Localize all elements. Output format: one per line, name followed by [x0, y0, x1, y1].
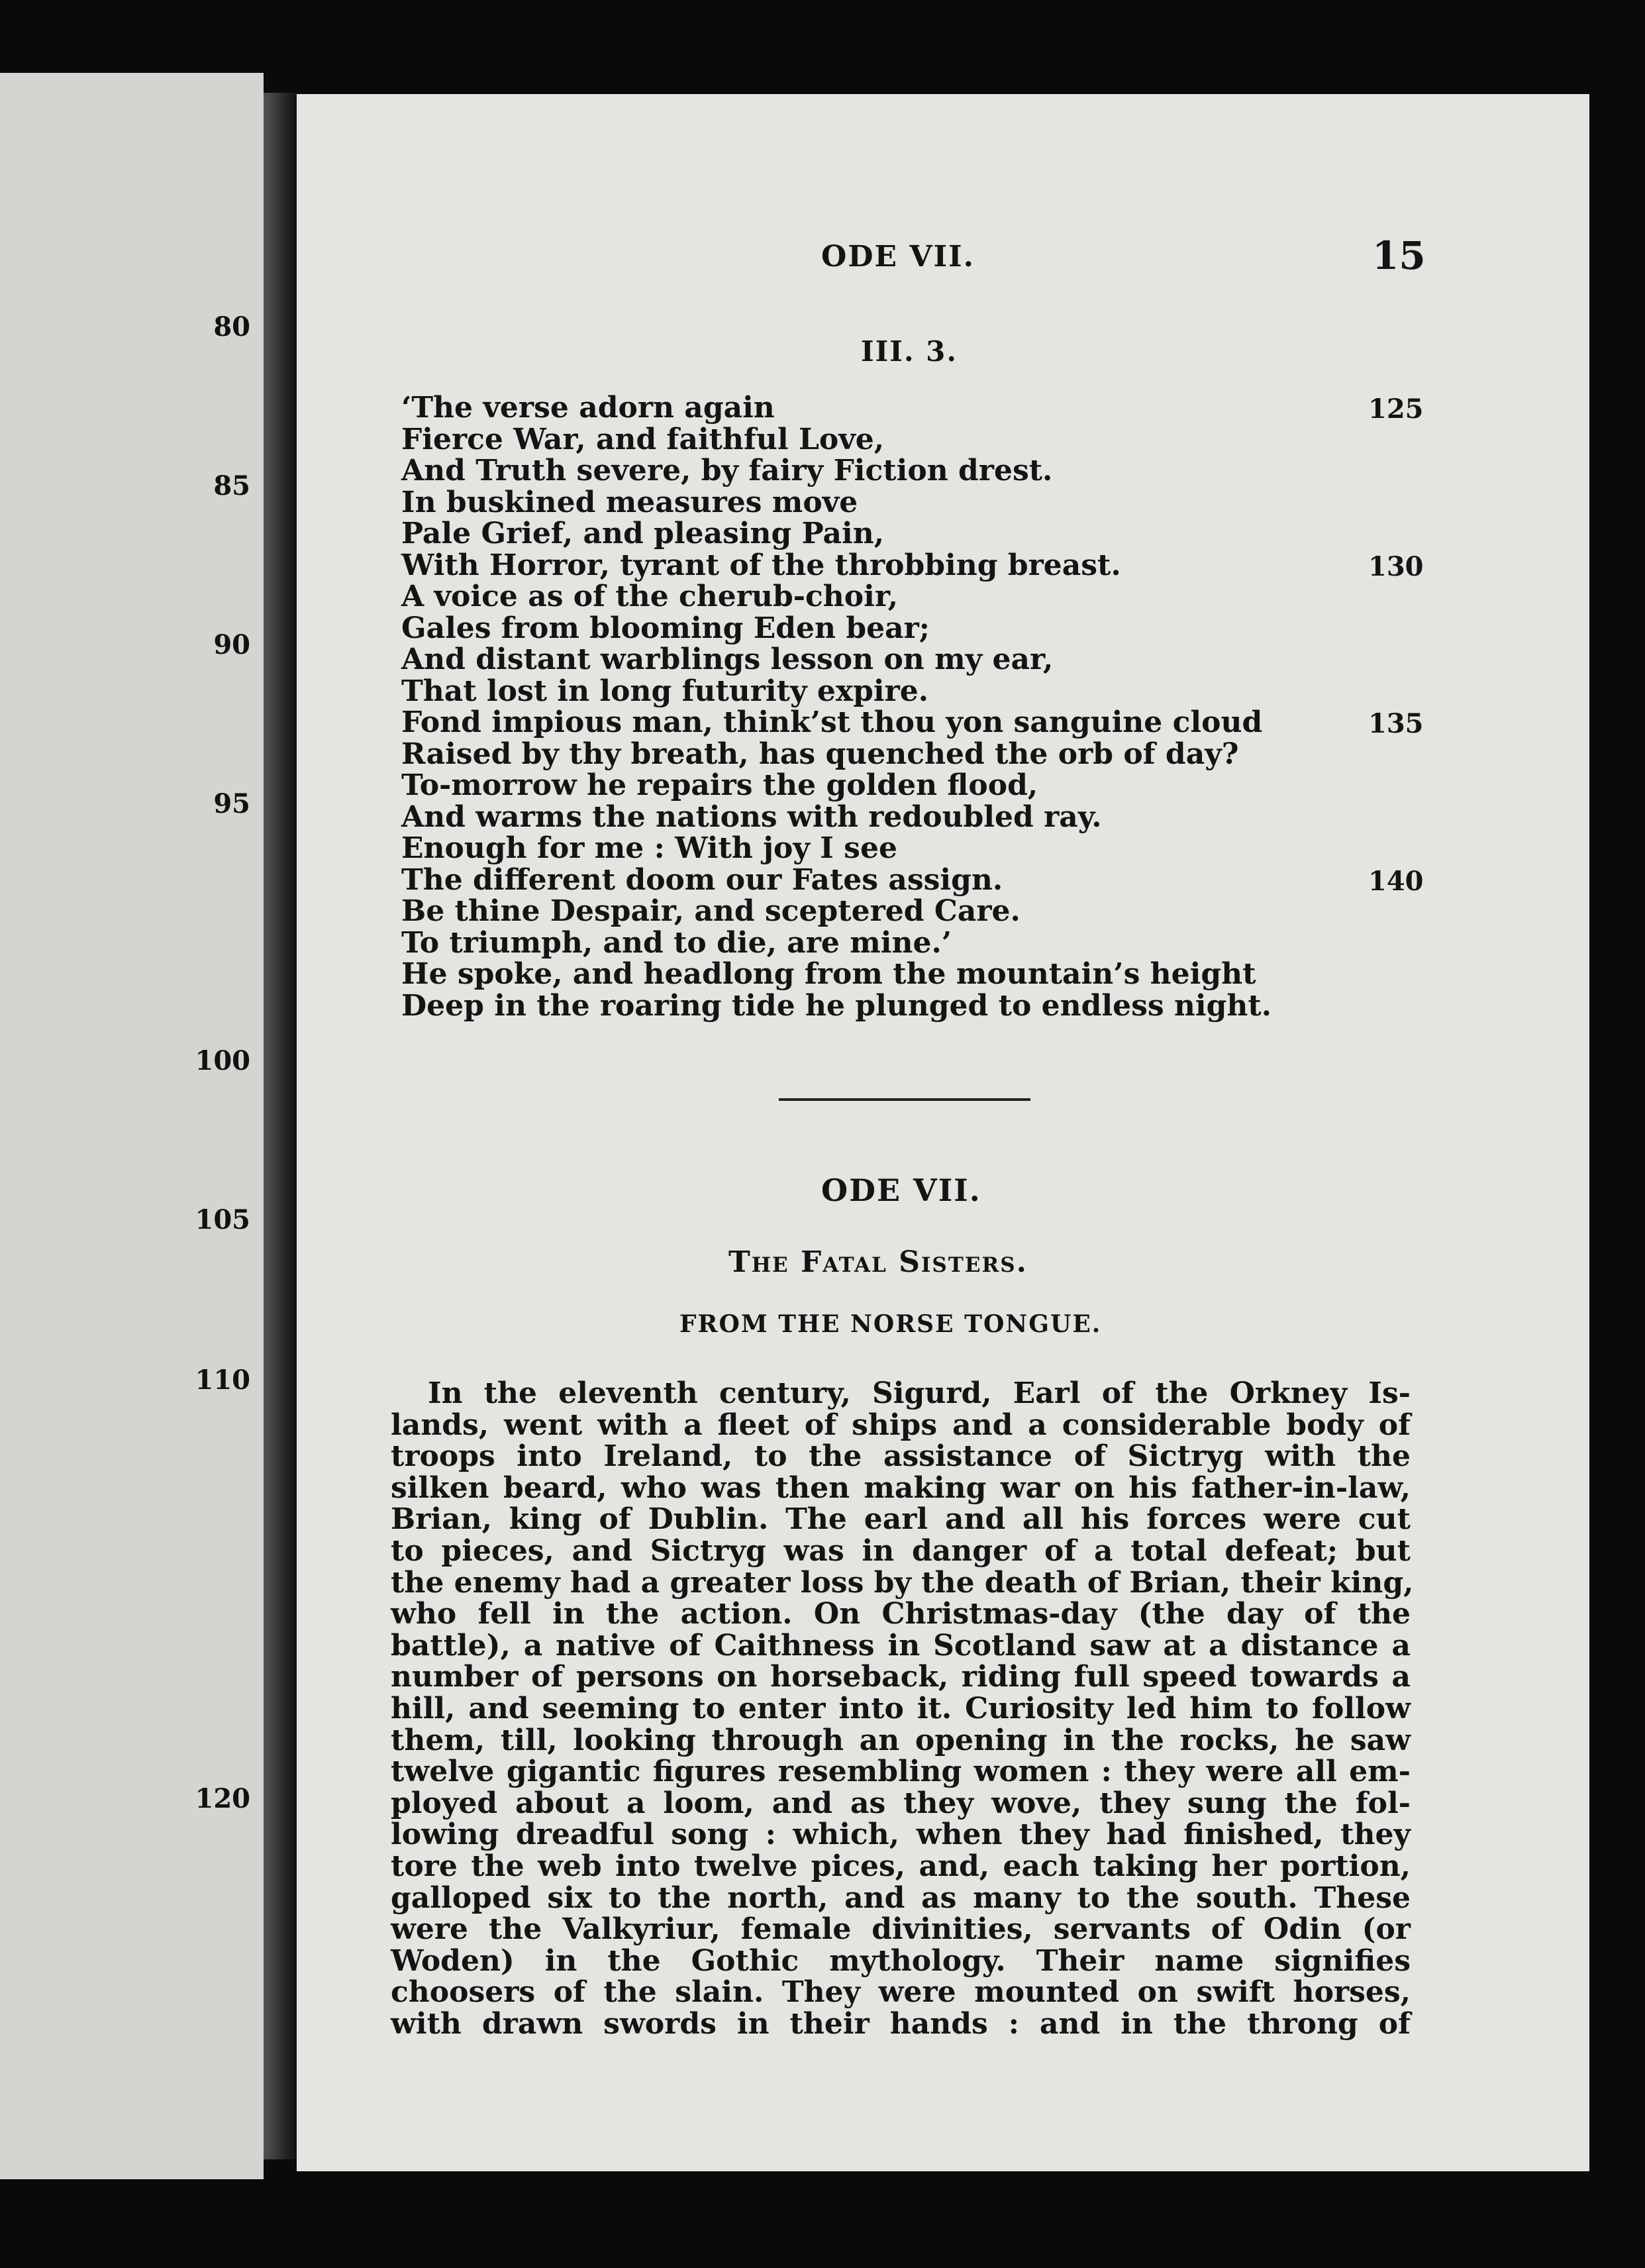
line-number: 135 [1368, 708, 1424, 739]
poem-line: Gales from blooming Eden bear; [401, 611, 930, 645]
poem-line: To triumph, and to die, are mine.’ [401, 925, 952, 960]
prose-line: ployed about a loom, and as they wove, they sung the fol- [391, 1786, 1411, 1820]
poem-line: ‘The verse adorn again [401, 391, 775, 425]
line-number: 80 [213, 311, 250, 342]
prose-line: lowing dreadful song : which, when they had finished, they [391, 1818, 1411, 1852]
prose-line: twelve gigantic figures resembling women : they were all em- [391, 1755, 1411, 1789]
stanza-heading: III. 3. [861, 335, 958, 368]
line-number: 125 [1368, 393, 1424, 425]
prose-line: hill, and seeming to enter into it. Curiosity led him to follow [391, 1691, 1411, 1726]
poem-line: And Truth severe, by fairy Fiction drest. [401, 454, 1053, 488]
poem-line: Raised by thy breath, has quenched the orb of day? [401, 737, 1239, 771]
line-number: 140 [1368, 866, 1424, 897]
poem-line: Fierce War, and faithful Love, [401, 422, 885, 456]
page-number: 15 [1372, 233, 1426, 278]
poem-line: To-morrow he repairs the golden flood, [401, 768, 1038, 802]
line-number: 95 [213, 788, 250, 819]
prose-line: troops into Ireland, to the assistance of Sictryg with the [391, 1439, 1411, 1474]
prose-line: Brian, king of Dublin. The earl and all his forces were cut [391, 1502, 1411, 1537]
line-number: 120 [195, 1783, 250, 1814]
section-divider [779, 1098, 1030, 1101]
prose-line: In the eleventh century, Sigurd, Earl of the Orkney Is- [428, 1376, 1411, 1410]
line-number: 130 [1368, 551, 1424, 582]
poem-stanza [401, 391, 1424, 1023]
prose-line: galloped six to the north, and as many to the south. These [391, 1881, 1411, 1915]
line-number: 105 [195, 1204, 250, 1235]
poem-line: That lost in long futurity expire. [401, 674, 929, 708]
prose-line: the enemy had a greater loss by the death of Brian, their king, [391, 1565, 1414, 1600]
line-number: 90 [213, 629, 250, 660]
poem-line: Fond impious man, think’st thou yon sanguine cloud [401, 705, 1263, 739]
poem-line: And distant warblings lesson on my ear, [401, 643, 1054, 676]
poem-line: In buskined measures move [401, 485, 858, 519]
prose-line: silken beard, who was then making war on his father-in-law, [391, 1470, 1411, 1505]
prose-line: with drawn swords in their hands : and in the throng of [391, 2006, 1411, 2041]
line-number: 110 [195, 1365, 250, 1396]
poem-line: And warms the nations with redoubled ray. [401, 799, 1102, 834]
poem-line: Pale Grief, and pleasing Pain, [401, 517, 885, 550]
ode-title: ODE VII. [821, 1172, 981, 1208]
prose-line: them, till, looking through an opening in the rocks, he saw [391, 1723, 1411, 1757]
book-gutter [264, 93, 297, 2159]
line-number: 85 [213, 470, 250, 501]
prose-line: choosers of the slain. They were mounted on swift horses, [391, 1975, 1411, 2010]
poem-line: Deep in the roaring tide he plunged to endless night. [401, 988, 1272, 1023]
poem-line: With Horror, tyrant of the throbbing breast. [401, 548, 1121, 582]
prose-line: number of persons on horseback, riding full speed towards a [391, 1660, 1411, 1694]
introductory-paragraph [391, 1376, 1414, 2041]
running-header: ODE VII. [821, 240, 975, 274]
ode-source-note: FROM THE NORSE TONGUE. [679, 1310, 1102, 1338]
line-number: 100 [195, 1045, 250, 1076]
poem-line: Enough for me : With joy I see [401, 831, 897, 865]
prose-line: Woden) in the Gothic mythology. Their name signifies [391, 1943, 1411, 1978]
prose-line: tore the web into twelve pices, and, each taking her portion, [391, 1849, 1411, 1883]
poem-line: He spoke, and headlong from the mountain’s height [401, 957, 1256, 991]
prose-line: were the Valkyriur, female divinities, servants of Odin (or [391, 1912, 1411, 1947]
prose-line: lands, went with a fleet of ships and a considerable body of [391, 1408, 1411, 1442]
prose-line: who fell in the action. On Christmas-day (the day of the [391, 1597, 1411, 1631]
facing-page [0, 73, 264, 2179]
prose-line: to pieces, and Sictryg was in danger of a total defeat; but [391, 1533, 1411, 1568]
poem-line: Be thine Despair, and sceptered Care. [401, 894, 1021, 928]
ode-subtitle: The Fatal Sisters. [728, 1245, 1028, 1279]
poem-line: A voice as of the cherub-choir, [401, 580, 899, 613]
prose-line: battle), a native of Caithness in Scotland saw at a distance a [391, 1628, 1411, 1663]
poem-line: The different doom our Fates assign. [401, 862, 1003, 897]
